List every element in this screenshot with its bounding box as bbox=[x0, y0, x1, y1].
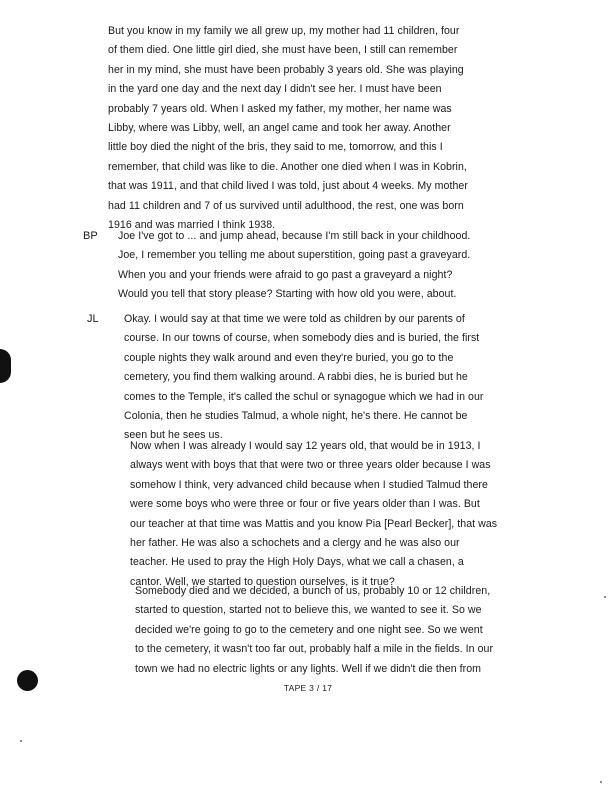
scan-speck bbox=[600, 781, 602, 783]
speaker-label-bp: BP bbox=[83, 230, 98, 242]
punch-hole-mark bbox=[17, 670, 38, 691]
page-footer: TAPE 3 / 17 bbox=[283, 683, 333, 693]
scan-speck bbox=[604, 596, 606, 598]
scan-speck bbox=[20, 740, 22, 742]
transcript-paragraph-jl-teacher: Now when I was already I would say 12 years old, that would be in 1913, I always went with boys that that were two or three years older because I was somehow I think, very advanced child because when I studied Talmud there were some boys who were three or four or five years older than I was. But our teacher at that time was Mattis and you know Pia [Pearl Becker], that was her father. He was also a schochets and a clergy and he was also our teacher. He used to pray the High Holy Days, what we call a chasen, a cantor. Well, we started to question ourselves, is it true? bbox=[130, 440, 498, 588]
transcript-paragraph-bp-question: Joe I've got to ... and jump ahead, because I'm still back in your childhood. Joe, I remember you telling me about superstition, going past a graveyard. When you and your friends were afraid to go past a graveyard a night? Would you tell that story please? Starting with how old you were, about. bbox=[118, 230, 471, 301]
transcript-paragraph-jl-superstition: Okay. I would say at that time we were told as children by our parents of course. In our towns of course, when somebody dies and is buried, the first couple nights they walk around and even they're buried, you go to the cemetery, you find them walking around. A rabbi dies, he is buried but he comes to the Temple, it's called the schul or synagogue which we had in our Colonia, then he studies Talmud, a whole night, he's there. He cannot be seen but he sees us. bbox=[124, 313, 484, 442]
binder-hole-mark bbox=[0, 349, 11, 383]
transcript-paragraph-family: But you know in my family we all grew up, my mother had 11 children, four of them died. One little girl died, she must have been, I still can remember her in my mind, she must have been probably 3 years old. She was playing in the yard one day and the next day I didn't see her. I must have been probably 7 years old. When I asked my father, my mother, her name was Libby, where was Libby, well, an angel came and took her away. Another little boy died the night of the bris, they said to me, tomorrow, and this I remember, that child was like to die. Another one died when I was in Kobrin, that was 1911, and that child lived I was told, just about 4 weeks. My mother had 11 children and 7 of us survived until adulthood, the rest, one was born 1916 and was married I think 1938. bbox=[108, 25, 468, 232]
speaker-label-jl: JL bbox=[87, 313, 99, 325]
transcript-paragraph-jl-cemetery: Somebody died and we decided, a bunch of us, probably 10 or 12 children, started to question, started not to believe this, we wanted to see it. So we decided we're going to go to the cemetery and one night see. So we went to the cemetery, it wasn't too far out, probably half a mile in the fields. In our town we had no electric lights or any lights. Well if we didn't die then from bbox=[135, 585, 494, 675]
